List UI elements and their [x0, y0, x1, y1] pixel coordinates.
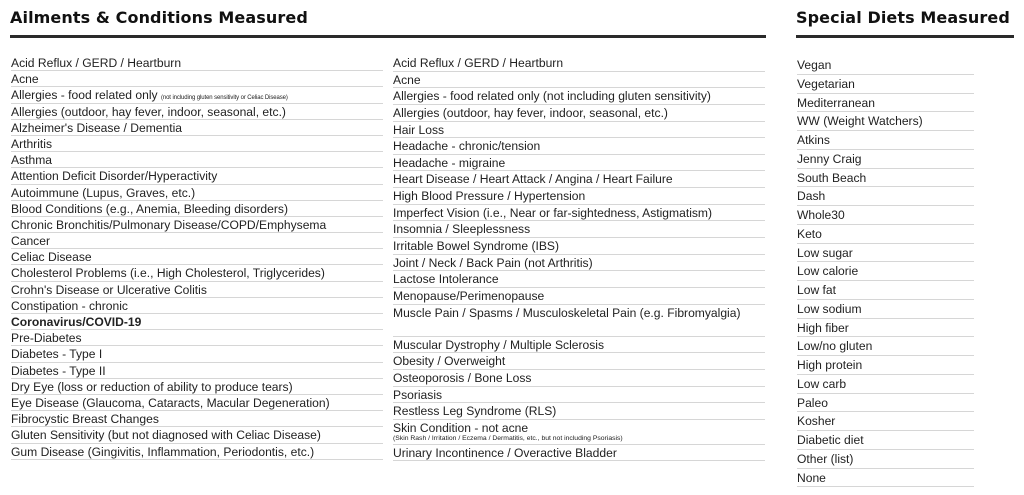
ailment-item: [11, 330, 383, 346]
ailment-item: [11, 249, 383, 265]
diet-item: Other (list): [797, 450, 974, 469]
ailment-item: [11, 168, 383, 184]
ailments-heading-rule: [10, 35, 766, 38]
ailment-label: Skin Condition - not acne: [393, 420, 529, 435]
ailment-item: [11, 411, 383, 427]
ailment-item: [11, 346, 383, 362]
ailment-item: [393, 221, 765, 238]
ailment-label: Gum Disease (Gingivitis, Inflammation, Periodontis, etc.): [11, 444, 315, 459]
ailment-label: Psoriasis: [393, 387, 443, 402]
diets-heading: Special Diets Measured: [796, 8, 1010, 27]
ailment-label: Autoimmune (Lupus, Graves, etc.): [11, 185, 196, 200]
ailment-item: [11, 87, 383, 103]
ailment-label: Headache - migraine: [393, 155, 506, 170]
diet-item: Atkins: [797, 131, 974, 150]
ailment-label: Attention Deficit Disorder/Hyperactivity: [11, 169, 218, 184]
diet-item: Mediterranean: [797, 94, 974, 113]
diet-item: None: [797, 469, 974, 488]
ailment-label: Cancer: [11, 234, 50, 249]
ailment-item: [393, 188, 765, 205]
ailment-label: Obesity / Overweight: [393, 354, 506, 369]
ailment-item: [393, 255, 765, 272]
ailment-label: Allergies (outdoor, hay fever, indoor, seasonal, etc.): [393, 105, 668, 120]
ailment-item: [11, 314, 383, 330]
diet-item: WW (Weight Watchers): [797, 112, 974, 131]
ailment-label: Asthma: [11, 153, 52, 168]
ailment-label: Urinary Incontinence / Overactive Bladder: [393, 445, 617, 460]
ailment-label: Acne: [11, 72, 39, 87]
ailment-item: [11, 71, 383, 87]
diet-item: Dash: [797, 187, 974, 206]
diet-item: Low calorie: [797, 262, 974, 281]
diet-item: Kosher: [797, 412, 974, 431]
diet-item: Diabetic diet: [797, 431, 974, 450]
ailment-item: [393, 445, 765, 462]
ailment-item: [393, 88, 765, 105]
ailments-list-left: [11, 55, 383, 460]
ailment-item: [11, 185, 383, 201]
ailment-label: Diabetes - Type I: [11, 347, 103, 362]
ailment-label: Heart Disease / Heart Attack / Angina / Heart Failure: [393, 172, 673, 187]
ailment-item: [11, 363, 383, 379]
diet-item: Low/no gluten: [797, 337, 974, 356]
diet-item: Whole30: [797, 206, 974, 225]
ailment-label: Allergies - food related only (not including gluten sensitivity): [393, 89, 711, 104]
ailment-label: Dry Eye (loss or reduction of ability to produce tears): [11, 379, 293, 394]
ailment-label: Muscle Pain / Spasms / Musculoskeletal Pain (e.g. Fibromyalgia): [393, 305, 741, 320]
ailment-label: Hair Loss: [393, 122, 445, 137]
ailment-item: [393, 305, 765, 337]
ailment-label: Cholesterol Problems (i.e., High Cholesterol, Triglycerides): [11, 266, 325, 281]
ailments-heading: Ailments & Conditions Measured: [10, 8, 308, 27]
ailment-item: [11, 201, 383, 217]
ailment-item: [393, 138, 765, 155]
ailment-label: Coronavirus/COVID-19: [11, 315, 142, 329]
ailment-item: [393, 353, 765, 370]
ailment-item: [393, 122, 765, 139]
diet-item: Low carb: [797, 375, 974, 394]
ailment-item: [393, 205, 765, 222]
ailment-label: Lactose Intolerance: [393, 272, 499, 287]
ailment-label: Crohn's Disease or Ulcerative Colitis: [11, 282, 207, 297]
ailment-item: [11, 298, 383, 314]
ailment-label: Alzheimer's Disease / Dementia: [11, 120, 183, 135]
ailment-label: Joint / Neck / Back Pain (not Arthritis): [393, 255, 593, 270]
diet-item: Paleo: [797, 394, 974, 413]
diet-item: Keto: [797, 225, 974, 244]
ailment-item: [393, 387, 765, 404]
ailment-label: Acne: [393, 72, 421, 87]
ailment-item: [11, 444, 383, 460]
ailment-label: Irritable Bowel Syndrome (IBS): [393, 239, 560, 254]
diets-list: [797, 56, 974, 487]
ailment-label: Celiac Disease: [11, 250, 92, 265]
diet-item: Jenny Craig: [797, 150, 974, 169]
ailment-item: [393, 238, 765, 255]
ailment-label: Arthritis: [11, 136, 52, 151]
ailment-label: Fibrocystic Breast Changes: [11, 412, 159, 427]
ailment-label: Acid Reflux / GERD / Heartburn: [393, 56, 564, 70]
ailment-item: [11, 427, 383, 443]
diet-item: Vegan: [797, 56, 974, 75]
diet-item: Low sodium: [797, 300, 974, 319]
ailment-label: Osteoporosis / Bone Loss: [393, 370, 532, 385]
diet-item: Vegetarian: [797, 75, 974, 94]
ailment-item: [11, 152, 383, 168]
ailment-label: Diabetes - Type II: [11, 363, 106, 378]
diet-item: High fiber: [797, 319, 974, 338]
diet-item: Low fat: [797, 281, 974, 300]
diet-item: High protein: [797, 356, 974, 375]
ailment-label: Chronic Bronchitis/Pulmonary Disease/COPD/Emphysema: [11, 217, 327, 232]
ailment-label: High Blood Pressure / Hypertension: [393, 189, 586, 204]
ailment-label: Restless Leg Syndrome (RLS): [393, 404, 557, 419]
ailment-label: Muscular Dystrophy / Multiple Sclerosis: [393, 337, 605, 352]
ailment-label: Constipation - chronic: [11, 298, 128, 313]
ailment-item: [393, 55, 765, 72]
ailment-label: Menopause/Perimenopause: [393, 288, 545, 303]
ailment-item: [11, 379, 383, 395]
ailments-list-right: [393, 55, 765, 461]
ailment-label: Eye Disease (Glaucoma, Cataracts, Macular Degeneration): [11, 395, 330, 410]
ailment-item: [393, 105, 765, 122]
ailment-label: Acid Reflux / GERD / Heartburn: [11, 56, 182, 70]
diet-item: South Beach: [797, 169, 974, 188]
ailment-label: Imperfect Vision (i.e., Near or far-sightedness, Astigmatism): [393, 205, 713, 220]
ailment-item: [393, 288, 765, 305]
ailment-label: Pre-Diabetes: [11, 331, 82, 346]
ailment-item: [11, 233, 383, 249]
ailment-item: [393, 420, 765, 445]
ailment-item: [11, 395, 383, 411]
ailment-label: Headache - chronic/tension: [393, 139, 541, 154]
diet-item: Low sugar: [797, 244, 974, 263]
ailment-item: [393, 155, 765, 172]
ailment-item: [11, 104, 383, 120]
ailment-item: [11, 136, 383, 152]
ailment-item: [393, 271, 765, 288]
ailment-item: [11, 55, 383, 71]
ailment-note: (not including gluten sensitivity or Celiac Disease): [160, 95, 288, 102]
ailment-label: Allergies (outdoor, hay fever, indoor, seasonal, etc.): [11, 104, 286, 119]
ailment-label: Blood Conditions (e.g., Anemia, Bleeding disorders): [11, 201, 288, 216]
ailment-subnote: (Skin Rash / Irritation / Eczema / Dermatitis, etc., but not including Psoriasis): [393, 434, 623, 442]
ailment-item: [393, 72, 765, 89]
ailment-item: [393, 403, 765, 420]
ailment-item: [393, 171, 765, 188]
diets-heading-rule: [796, 35, 1014, 38]
ailment-item: [393, 370, 765, 387]
ailment-item: [11, 282, 383, 298]
ailment-item: [393, 337, 765, 354]
ailment-label: Insomnia / Sleeplessness: [393, 222, 531, 237]
ailment-item: [11, 217, 383, 233]
ailment-label: Gluten Sensitivity (but not diagnosed with Celiac Disease): [11, 428, 321, 443]
ailment-item: [11, 265, 383, 281]
ailment-label: Allergies - food related only: [11, 88, 158, 103]
ailment-item: [11, 120, 383, 136]
